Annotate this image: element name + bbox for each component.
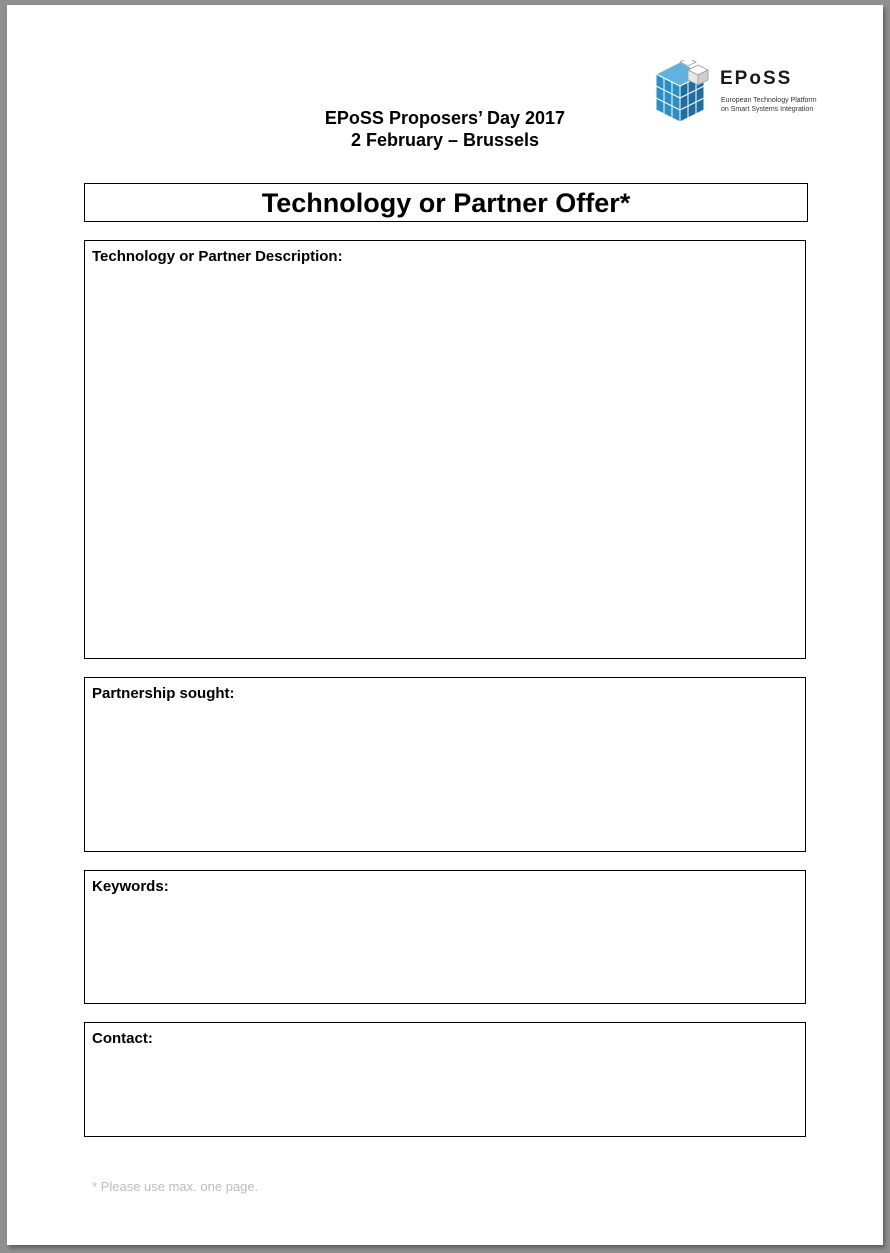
partnership-input-area[interactable] <box>92 708 798 845</box>
keywords-label: Keywords: <box>92 878 169 895</box>
partnership-box <box>84 677 806 852</box>
logo-tagline-line2: on Smart Systems Integration <box>721 106 814 113</box>
logo-tagline-line1: European Technology Platform <box>721 97 817 104</box>
footnote: * Please use max. one page. <box>92 1179 259 1194</box>
description-box <box>84 240 806 659</box>
event-date-place: 2 February – Brussels <box>350 130 540 150</box>
contact-box <box>84 1022 806 1137</box>
event-title: EPoSS Proposers’ Day 2017 <box>324 108 566 128</box>
logo-name: EPoSS <box>720 68 793 89</box>
form-title: Technology or Partner Offer* <box>84 183 808 222</box>
keywords-input-area[interactable] <box>92 901 798 997</box>
description-input-area[interactable] <box>92 271 798 652</box>
keywords-box <box>84 870 806 1004</box>
contact-input-area[interactable] <box>92 1053 798 1130</box>
description-label: Technology or Partner Description: <box>92 248 343 265</box>
contact-label: Contact: <box>92 1030 153 1047</box>
event-header <box>0 107 890 151</box>
partnership-label: Partnership sought: <box>92 685 235 702</box>
